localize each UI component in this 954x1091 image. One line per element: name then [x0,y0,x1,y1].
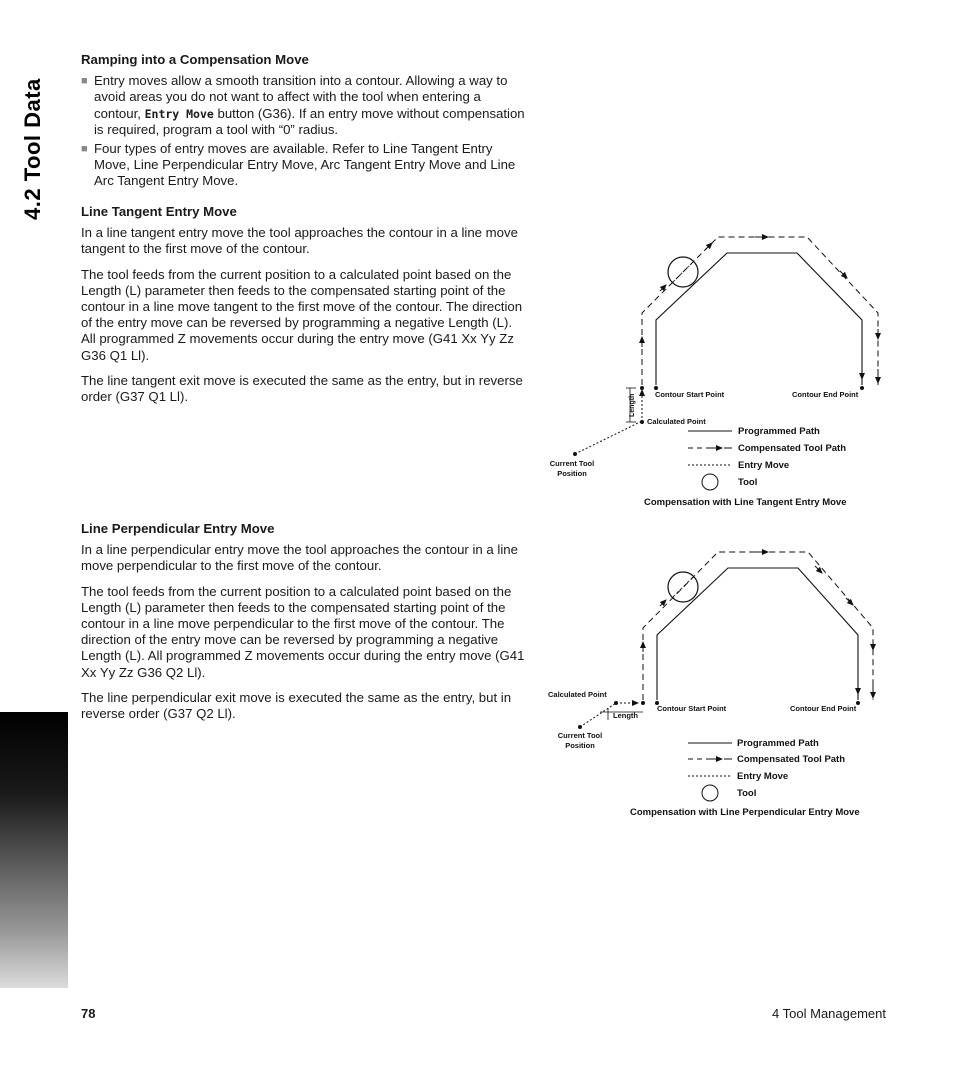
contour-end-label: Contour End Point [792,390,859,399]
paragraph: The tool feeds from the current position to a calculated point based on the Length (L) parameter then feeds to the compensated starting point of the contour in a line move tangent to the first move of the contour. The direction of the entry move can be reversed by programming a negative Length (L). All programmed Z movements occur during the entry move (G41 Xx Yy Zz G36 Q1 Ll). [81,266,523,363]
tool-circle-icon [668,257,698,287]
length-label: Length [613,711,638,720]
side-tab-gradient [0,712,68,988]
current-position-label: Position [557,469,587,478]
figure-caption: Compensation with Line Tangent Entry Move [644,497,847,508]
tool-legend-icon [702,785,718,801]
heading-ramping: Ramping into a Compensation Move [81,52,309,67]
svg-text:Programmed Path: Programmed Path [738,426,820,437]
svg-text:Tool: Tool [738,477,758,488]
entry-move-softkey: Entry Move [144,106,214,121]
calculated-point-label: Calculated Point [548,690,607,699]
figure-caption: Compensation with Line Perpendicular Entry Move [630,807,860,818]
svg-text:Tool: Tool [737,788,757,799]
section-line-tangent [81,204,526,414]
svg-text:Programmed Path: Programmed Path [737,738,819,749]
paragraph: The line tangent exit move is executed the same as the entry, but in reverse order (G37 Q1 Ll). [81,372,523,405]
length-dimension [600,708,643,720]
length-dimension [626,388,636,422]
paragraph: In a line perpendicular entry move the tool approaches the contour in a line move perpendicular to the first move of the contour. [81,542,518,574]
heading-line-perpendicular: Line Perpendicular Entry Move [81,521,275,536]
section-line-perpendicular [81,521,526,731]
legend [688,426,846,490]
compensated-tool-path [643,552,873,700]
calculated-point-label: Calculated Point [647,417,706,426]
svg-text:Compensated Tool Path: Compensated Tool Path [737,754,846,765]
chapter-footer: 4 Tool Management [772,1006,886,1021]
page-number: 78 [81,1006,96,1021]
bullet-entry-moves: ■ Entry moves allow a smooth transition into a contour. Allowing a way to avoid areas you do not want to affect with the tool when entering a contour, Entry Move button (G36). If an entry move without compensation is required, program a tool with “0” radius. [81,73,525,137]
svg-text:Entry Move: Entry Move [737,771,789,782]
bullet-entry-types: ■ Four types of entry moves are available. Refer to Line Tangent Entry Move, Line Perpendicular Entry Move, Arc Tangent Entry Move and Line Arc Tangent Entry Move. [81,141,516,189]
tool-legend-icon [702,474,718,490]
paragraph: The tool feeds from the current position to a calculated point based on the Length (L) parameter then feeds to the compensated starting point of the contour in a line move perpendicular to the first move of the contour. The direction of the entry move can be reversed by programming a negative Length (L). All programmed Z movements occur during the entry move (G41 Xx Yy Zz G36 Q2 Ll). [81,583,525,680]
contour-end-label: Contour End Point [790,704,857,713]
contour-start-label: Contour Start Point [655,390,725,399]
svg-text:Compensated Tool Path: Compensated Tool Path [738,443,847,454]
chapter-side-title: 4.2 Tool Data [20,78,45,220]
current-position-label: Position [565,741,595,750]
tool-circle-icon [668,572,698,602]
paragraph: The line perpendicular exit move is executed the same as the entry, but in reverse order (G37 Q2 Ll). [81,689,512,722]
square-bullet-icon: ■ [81,143,88,156]
programmed-path [657,568,858,700]
legend [688,738,845,801]
contour-start-label: Contour Start Point [657,704,727,713]
paragraph: In a line tangent entry move the tool approaches the contour in a line move tangent to the first move of the contour. [81,225,518,257]
current-position-label: Current Tool [549,459,595,468]
square-bullet-icon: ■ [81,75,88,88]
compensated-tool-path [642,237,878,385]
figure-line-tangent-entry [540,225,900,515]
figure-line-perpendicular-entry [540,540,900,830]
current-position-label: Current Tool [557,731,603,740]
programmed-path [656,253,862,385]
length-label: Length [629,393,636,417]
section-ramping [81,52,526,193]
heading-line-tangent: Line Tangent Entry Move [81,204,237,219]
svg-text:Entry Move: Entry Move [738,460,790,471]
